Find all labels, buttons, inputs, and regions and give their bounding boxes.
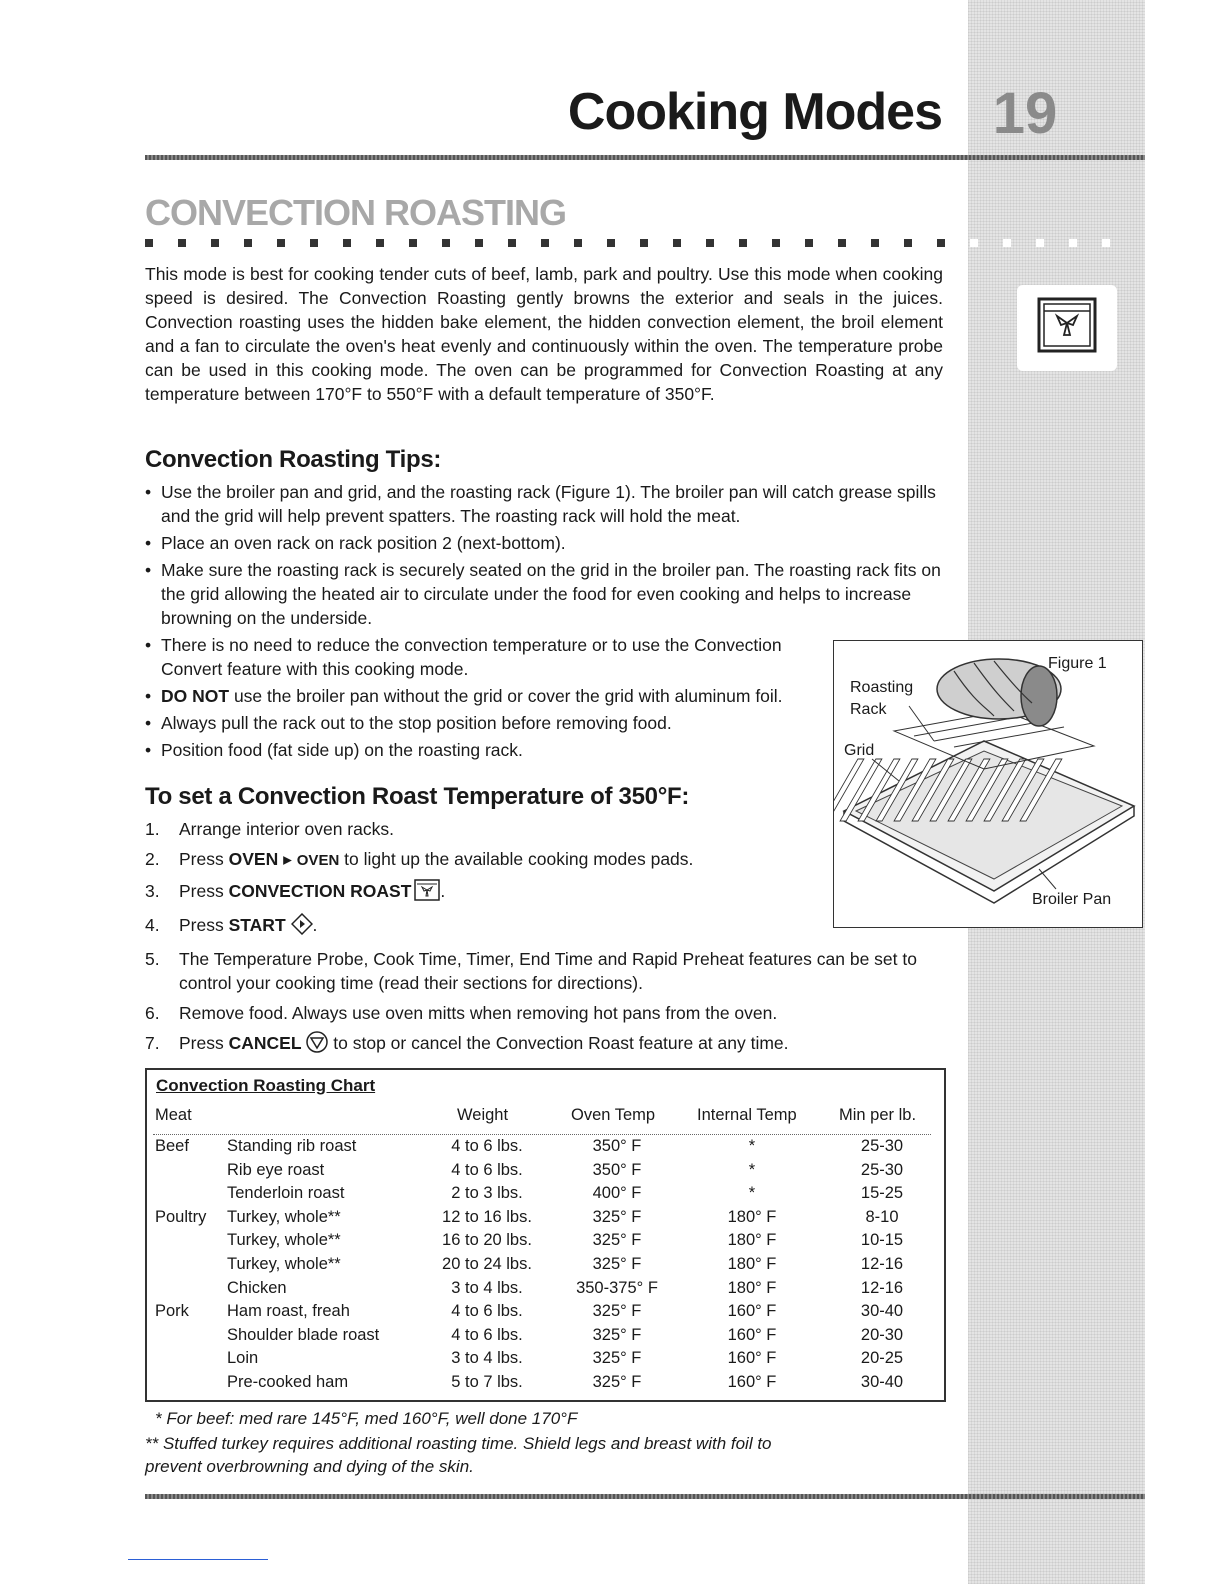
- steps-list: [145, 817, 925, 1065]
- step-text: Press: [179, 881, 229, 901]
- table-cell: 400° F: [592, 1184, 642, 1203]
- divider-dot: [1102, 239, 1110, 247]
- divider-dot: [409, 239, 417, 247]
- step-item: [145, 947, 925, 995]
- divider-dot: [937, 239, 945, 247]
- list-item: • Make sure the roasting rack is securely seated on the grid in the broiler pan. The roasting rack fits on the grid allowing the heated air to circulate under the food for even cooking and helps to increase browning on the underside.: [145, 558, 945, 630]
- divider-dot: [805, 239, 813, 247]
- step-item: [145, 817, 925, 841]
- divider-dot: [706, 239, 714, 247]
- table-cell: 30-40: [860, 1302, 904, 1321]
- divider-dot: [541, 239, 549, 247]
- divider-dot: [310, 239, 318, 247]
- page-header-title: Cooking Modes: [567, 83, 942, 141]
- list-item: • Use the broiler pan and grid, and the roasting rack (Figure 1). The broiler pan will catch grease spills and the grid will help prevent spatters. The roasting rack will hold the meat.: [145, 480, 945, 528]
- footer-rule: [145, 1494, 1145, 1499]
- table-cell: Turkey, whole**: [227, 1207, 341, 1226]
- table-cell: 325° F: [592, 1349, 642, 1368]
- divider-dot: [178, 239, 186, 247]
- column-header: Internal Temp: [697, 1106, 797, 1124]
- convection-roasting-chart: [145, 1068, 946, 1402]
- table-row: [147, 1373, 944, 1396]
- start-key-icon: [291, 913, 313, 941]
- table-cell: Pork: [155, 1302, 189, 1321]
- tips-list: [145, 480, 945, 765]
- grid-label: Grid: [844, 742, 875, 759]
- broiler-pan-label: Broiler Pan: [1032, 891, 1112, 908]
- table-cell: 12-16: [860, 1278, 904, 1297]
- table-cell: 180° F: [727, 1231, 777, 1250]
- divider-dot: [607, 239, 615, 247]
- step-item: 3. Press CONVECTION ROAST .: [145, 879, 925, 907]
- intro-paragraph: This mode is best for cooking tender cuts of beef, lamb, park and poultry. Use this mode when cooking speed is desired. The Convection Roasting gently browns the exterior and seals in the juices. Convection roasting uses the hidden bake element, the hidden convection element, the broil element and a fan to circulate the oven's heat evenly and continuously within the oven. The temperature probe can be used in this cooking mode. The oven can be programmed for Convection Roasting at any temperature between 170°F to 550°F with a default temperature of 350°F.: [145, 264, 943, 404]
- step-text: Remove food. Always use oven mitts when removing hot pans from the oven.: [179, 1003, 778, 1023]
- step-text: Press: [179, 915, 229, 935]
- step-item: [145, 847, 925, 873]
- cancel-key-icon: [306, 1031, 328, 1059]
- divider-dot: [838, 239, 846, 247]
- table-cell: 350-375° F: [576, 1278, 658, 1297]
- divider-dot: [739, 239, 747, 247]
- table-row: [147, 1255, 944, 1278]
- divider-dot: [673, 239, 681, 247]
- table-cell: 325° F: [592, 1255, 642, 1273]
- table-cell: Turkey, whole**: [227, 1255, 341, 1273]
- list-item: [145, 684, 821, 708]
- divider-dot: [343, 239, 351, 247]
- table-cell: 2 to 3 lbs.: [451, 1184, 523, 1203]
- roasting-rack-label-2: Rack: [850, 701, 887, 718]
- table-cell: 20-30: [860, 1325, 904, 1344]
- table-row: [147, 1184, 944, 1207]
- table-cell: 4 to 6 lbs.: [451, 1137, 523, 1155]
- table-cell: Shoulder blade roast: [227, 1325, 380, 1344]
- table-row: [147, 1279, 944, 1302]
- table-row: [147, 1326, 944, 1349]
- roasting-rack-label: Roasting: [850, 679, 914, 696]
- table-cell: 25-30: [860, 1137, 904, 1155]
- divider-dot: [277, 239, 285, 247]
- list-item: • Position food (fat side up) on the roasting rack.: [145, 738, 821, 762]
- cancel-key-label: CANCEL: [228, 1033, 302, 1053]
- step-text: The Temperature Probe, Cook Time, Timer, End Time and Rapid Preheat features can be set to control your cooking time (read their sections for directions).: [179, 949, 917, 993]
- section-dot-divider: [145, 239, 1145, 249]
- table-cell: 325° F: [592, 1302, 642, 1321]
- table-cell: *: [748, 1184, 756, 1203]
- table-cell: Beef: [155, 1137, 189, 1155]
- table-cell: 160° F: [727, 1349, 777, 1368]
- table-row: [147, 1208, 944, 1231]
- table-cell: 5 to 7 lbs.: [451, 1373, 523, 1391]
- table-cell: 325° F: [592, 1231, 642, 1250]
- step-number: 2.: [145, 849, 160, 869]
- table-cell: Turkey, whole**: [227, 1231, 341, 1250]
- table-cell: Poultry: [155, 1207, 207, 1226]
- table-cell: Pre-cooked ham: [227, 1373, 349, 1391]
- step-text: Press: [179, 849, 229, 869]
- table-cell: 160° F: [727, 1325, 777, 1344]
- table-row: [147, 1161, 944, 1184]
- step-text: to light up the available cooking modes pads.: [339, 849, 694, 869]
- divider-dot: [1003, 239, 1011, 247]
- table-cell: 180° F: [727, 1207, 777, 1226]
- chart-header-row: [147, 1106, 944, 1129]
- table-cell: 16 to 20 lbs.: [442, 1231, 532, 1250]
- table-cell: *: [748, 1160, 756, 1179]
- table-cell: 350° F: [592, 1160, 642, 1179]
- convection-roast-icon: [1017, 285, 1117, 371]
- divider-dot: [574, 239, 582, 247]
- step-text: Press: [179, 1033, 229, 1053]
- divider-dot: [970, 239, 978, 247]
- header-rule: [145, 155, 1145, 160]
- step-text: Arrange interior oven racks.: [179, 819, 394, 839]
- table-cell: 20 to 24 lbs.: [442, 1255, 532, 1273]
- footer-underline: [128, 1559, 268, 1560]
- step-item: 4. Press START .: [145, 913, 925, 941]
- step-number: 3.: [145, 881, 160, 901]
- steps-heading: To set a Convection Roast Temperature of 350°F:: [145, 783, 690, 810]
- section-title: CONVECTION ROASTING: [145, 192, 567, 233]
- step-number: 5.: [145, 949, 160, 969]
- table-row: [147, 1302, 944, 1325]
- divider-dot: [211, 239, 219, 247]
- divider-dot: [1036, 239, 1044, 247]
- table-cell: 160° F: [727, 1302, 777, 1321]
- table-cell: 30-40: [860, 1373, 904, 1391]
- convection-roast-key-label: CONVECTION ROAST: [228, 881, 412, 901]
- divider-dot: [376, 239, 384, 247]
- table-cell: 20-25: [860, 1349, 904, 1368]
- oven-key-label: OVEN: [296, 852, 340, 869]
- divider-dot: [508, 239, 516, 247]
- table-cell: Ham roast, freah: [227, 1302, 350, 1321]
- step-text: to stop or cancel the Convection Roast feature at any time.: [333, 1033, 789, 1053]
- table-cell: Rib eye roast: [227, 1160, 325, 1179]
- list-item: • Always pull the rack out to the stop position before removing food.: [145, 711, 821, 735]
- table-cell: 3 to 4 lbs.: [451, 1278, 523, 1297]
- step-number: 6.: [145, 1003, 160, 1023]
- page-number: 19: [992, 81, 1058, 146]
- footnote-turkey: ** Stuffed turkey requires additional roasting time. Shield legs and breast with foil to: [145, 1434, 772, 1453]
- table-cell: 15-25: [860, 1184, 904, 1203]
- table-cell: 3 to 4 lbs.: [451, 1349, 523, 1368]
- convection-roast-key-icon: [414, 879, 440, 907]
- table-cell: 4 to 6 lbs.: [451, 1302, 523, 1321]
- tips-heading: Convection Roasting Tips:: [145, 446, 442, 473]
- table-cell: 4 to 6 lbs.: [451, 1160, 523, 1179]
- table-cell: Tenderloin roast: [227, 1184, 345, 1203]
- divider-dot: [772, 239, 780, 247]
- start-key-label: START: [228, 915, 286, 935]
- chart-header-divider: [153, 1134, 931, 1135]
- column-header: Oven Temp: [571, 1106, 656, 1124]
- table-cell: 8-10: [865, 1207, 899, 1226]
- chart-title: Convection Roasting Chart: [156, 1076, 376, 1095]
- play-arrow-icon: ▸: [283, 849, 292, 869]
- step-number: 7.: [145, 1033, 160, 1053]
- table-cell: Chicken: [227, 1278, 287, 1297]
- footnote-beef: * For beef: med rare 145°F, med 160°F, well done 170°F: [155, 1409, 578, 1428]
- table-cell: Loin: [227, 1349, 259, 1368]
- table-cell: 350° F: [592, 1137, 642, 1155]
- column-header: Weight: [457, 1106, 509, 1124]
- table-row: [147, 1137, 944, 1160]
- table-cell: *: [748, 1137, 756, 1155]
- column-header: Meat: [155, 1106, 192, 1124]
- list-item: • Place an oven rack on rack position 2 (next-bottom).: [145, 531, 945, 555]
- divider-dot: [475, 239, 483, 247]
- divider-dot: [145, 239, 153, 247]
- divider-dot: [442, 239, 450, 247]
- table-cell: 12-16: [860, 1255, 904, 1273]
- figure-1-box: [833, 640, 1143, 928]
- table-cell: 180° F: [727, 1255, 777, 1273]
- do-not-text: use the broiler pan without the grid or cover the grid with aluminum foil.: [233, 686, 783, 706]
- oven-key-label: OVEN: [228, 849, 279, 869]
- divider-dot: [244, 239, 252, 247]
- table-cell: 325° F: [592, 1207, 642, 1226]
- table-cell: 160° F: [727, 1373, 777, 1391]
- table-cell: 4 to 6 lbs.: [451, 1325, 523, 1344]
- divider-dot: [1069, 239, 1077, 247]
- divider-dot: [904, 239, 912, 247]
- step-number: 1.: [145, 819, 160, 839]
- figure-label: Figure 1: [1048, 655, 1107, 672]
- table-cell: Standing rib roast: [227, 1137, 357, 1155]
- divider-dot: [871, 239, 879, 247]
- list-item: • There is no need to reduce the convection temperature or to use the Convection Convert feature with this cooking mode.: [145, 633, 821, 681]
- table-cell: 180° F: [727, 1278, 777, 1297]
- table-cell: 10-15: [860, 1231, 904, 1250]
- table-row: [147, 1349, 944, 1372]
- table-row: [147, 1231, 944, 1254]
- divider-dot: [640, 239, 648, 247]
- do-not-emphasis: DO NOT: [161, 686, 230, 706]
- column-header: Min per lb.: [839, 1106, 917, 1124]
- table-cell: 12 to 16 lbs.: [442, 1207, 532, 1226]
- step-number: 4.: [145, 915, 160, 935]
- step-item: [145, 1001, 925, 1025]
- footnote-turkey-cont: prevent overbrowning and dying of the skin.: [145, 1457, 474, 1476]
- table-cell: 25-30: [860, 1160, 904, 1179]
- table-cell: 325° F: [592, 1325, 642, 1344]
- step-item: [145, 1031, 925, 1059]
- table-cell: 325° F: [592, 1373, 642, 1391]
